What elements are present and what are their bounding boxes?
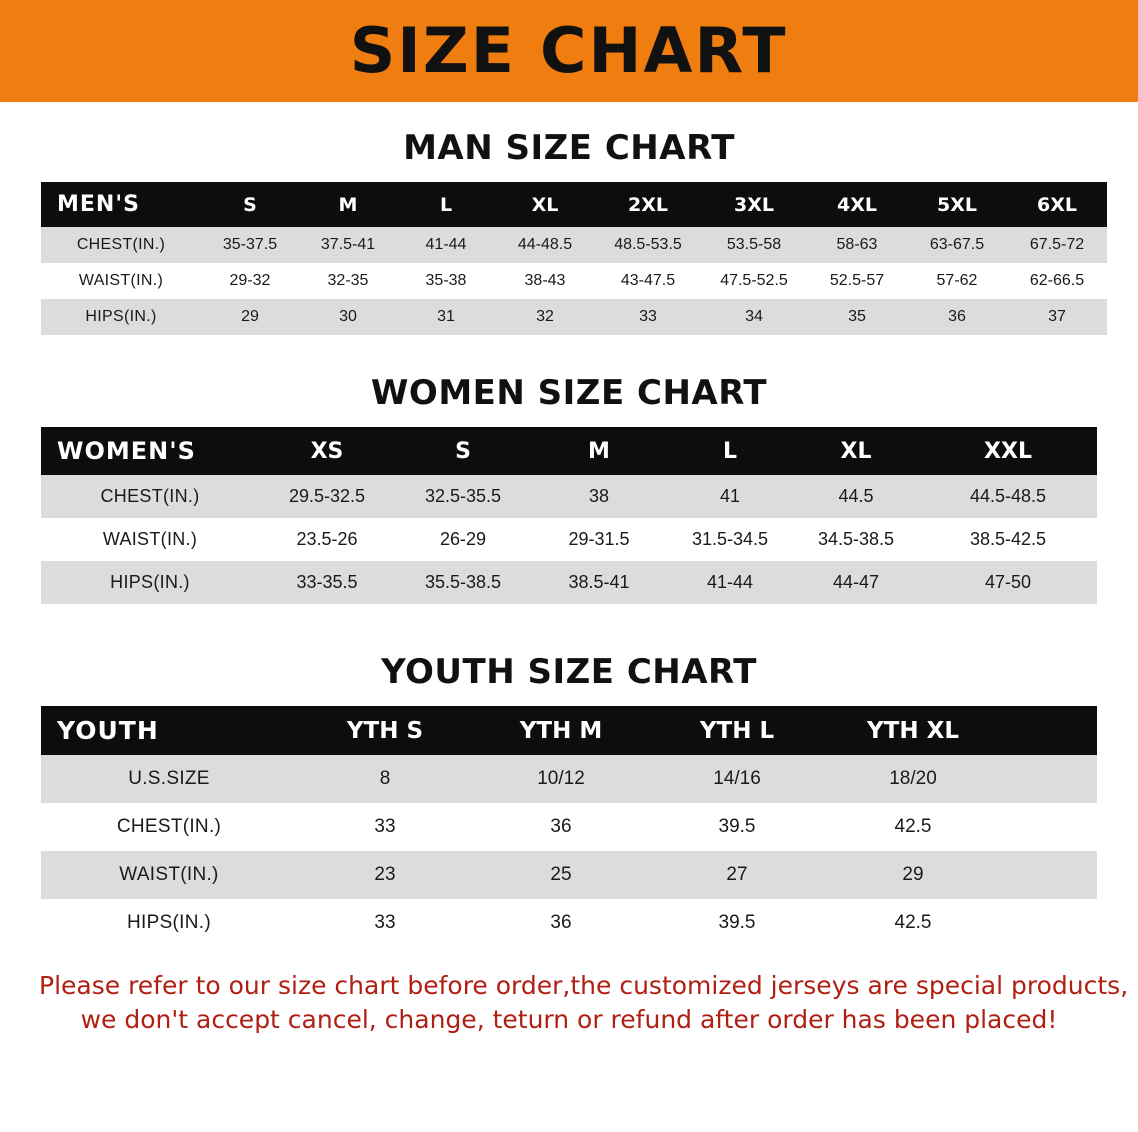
cell: 14/16: [649, 755, 825, 803]
cell: 32-35: [299, 263, 397, 299]
table-row: [41, 851, 1097, 899]
cell: 44-48.5: [495, 227, 595, 263]
cell: 42.5: [825, 803, 1001, 851]
col-header: L: [397, 182, 495, 227]
cell-spacer: [1001, 899, 1097, 947]
table-header-row: [41, 427, 1097, 475]
cell: 32: [495, 299, 595, 335]
cell: 35-37.5: [201, 227, 299, 263]
cell: 38.5-41: [531, 561, 667, 604]
col-header: YTH L: [649, 706, 825, 755]
cell: 39.5: [649, 803, 825, 851]
disclaimer-line-2: we don't accept cancel, change, teturn or refund after order has been placed!: [80, 1004, 1058, 1034]
row-label: CHEST(IN.): [41, 227, 201, 263]
cell: 38: [531, 475, 667, 518]
table-row: [41, 899, 1097, 947]
banner-title: SIZE CHART: [350, 14, 788, 87]
col-header: S: [395, 427, 531, 475]
disclaimer-note: [39, 969, 1129, 1036]
cell: 29-32: [201, 263, 299, 299]
banner: [0, 0, 1138, 102]
col-header: XXL: [919, 427, 1097, 475]
cell: 29: [201, 299, 299, 335]
women-section-title: WOMEN SIZE CHART: [370, 373, 768, 413]
row-label: HIPS(IN.): [41, 299, 201, 335]
cell: 27: [649, 851, 825, 899]
cell: 48.5-53.5: [595, 227, 701, 263]
cell: 33-35.5: [259, 561, 395, 604]
cell: 29: [825, 851, 1001, 899]
table-row: [41, 263, 1107, 299]
col-header: YOUTH: [41, 706, 297, 755]
col-header: S: [201, 182, 299, 227]
cell: 37.5-41: [299, 227, 397, 263]
cell: 37: [1007, 299, 1107, 335]
cell: 33: [297, 899, 473, 947]
cell: 38.5-42.5: [919, 518, 1097, 561]
cell: 10/12: [473, 755, 649, 803]
women-size-table: [41, 427, 1097, 604]
row-label: HIPS(IN.): [41, 899, 297, 947]
man-table-wrapper: [41, 182, 1097, 335]
cell: 57-62: [907, 263, 1007, 299]
col-header: 3XL: [701, 182, 807, 227]
cell: 35-38: [397, 263, 495, 299]
youth-table-wrapper: [41, 706, 1097, 947]
cell: 44.5: [793, 475, 919, 518]
cell: 36: [907, 299, 1007, 335]
row-label: WAIST(IN.): [41, 263, 201, 299]
youth-size-table: [41, 706, 1097, 947]
cell: 47-50: [919, 561, 1097, 604]
cell: 44.5-48.5: [919, 475, 1097, 518]
cell: 23: [297, 851, 473, 899]
disclaimer-line-1: Please refer to our size chart before order,the customized jerseys are special products,: [39, 971, 1129, 1000]
cell: 53.5-58: [701, 227, 807, 263]
table-row: [41, 561, 1097, 604]
man-section-title: MAN SIZE CHART: [403, 128, 735, 168]
cell: 41-44: [397, 227, 495, 263]
row-label: CHEST(IN.): [41, 803, 297, 851]
cell: 63-67.5: [907, 227, 1007, 263]
col-header: XL: [793, 427, 919, 475]
table-row: [41, 227, 1107, 263]
row-label: HIPS(IN.): [41, 561, 259, 604]
cell: 67.5-72: [1007, 227, 1107, 263]
cell: 34: [701, 299, 807, 335]
row-label: WAIST(IN.): [41, 851, 297, 899]
cell: 35.5-38.5: [395, 561, 531, 604]
col-header: YTH S: [297, 706, 473, 755]
cell: 41-44: [667, 561, 793, 604]
col-header: MEN'S: [41, 182, 201, 227]
cell: 8: [297, 755, 473, 803]
cell: 31: [397, 299, 495, 335]
table-row: [41, 803, 1097, 851]
col-header: YTH M: [473, 706, 649, 755]
cell: 44-47: [793, 561, 919, 604]
cell: 31.5-34.5: [667, 518, 793, 561]
cell: 41: [667, 475, 793, 518]
cell-spacer: [1001, 803, 1097, 851]
cell: 29-31.5: [531, 518, 667, 561]
col-header: 5XL: [907, 182, 1007, 227]
cell: 43-47.5: [595, 263, 701, 299]
cell: 23.5-26: [259, 518, 395, 561]
col-header: 2XL: [595, 182, 701, 227]
table-row: [41, 475, 1097, 518]
cell: 52.5-57: [807, 263, 907, 299]
cell: 47.5-52.5: [701, 263, 807, 299]
table-row: [41, 299, 1107, 335]
table-header-row: [41, 706, 1097, 755]
table-row: [41, 755, 1097, 803]
col-header: L: [667, 427, 793, 475]
cell: 18/20: [825, 755, 1001, 803]
col-header-spacer: [1001, 706, 1097, 755]
cell: 58-63: [807, 227, 907, 263]
cell: 42.5: [825, 899, 1001, 947]
col-header: 4XL: [807, 182, 907, 227]
cell: 36: [473, 899, 649, 947]
col-header: YTH XL: [825, 706, 1001, 755]
col-header: XL: [495, 182, 595, 227]
cell: 30: [299, 299, 397, 335]
cell: 34.5-38.5: [793, 518, 919, 561]
col-header: XS: [259, 427, 395, 475]
men-size-table: [41, 182, 1107, 335]
row-label: CHEST(IN.): [41, 475, 259, 518]
cell: 33: [297, 803, 473, 851]
col-header: M: [531, 427, 667, 475]
col-header: WOMEN'S: [41, 427, 259, 475]
col-header: M: [299, 182, 397, 227]
cell: 29.5-32.5: [259, 475, 395, 518]
col-header: 6XL: [1007, 182, 1107, 227]
women-table-wrapper: [41, 427, 1097, 604]
cell: 38-43: [495, 263, 595, 299]
row-label: WAIST(IN.): [41, 518, 259, 561]
cell: 25: [473, 851, 649, 899]
table-header-row: [41, 182, 1107, 227]
row-label: U.S.SIZE: [41, 755, 297, 803]
cell: 35: [807, 299, 907, 335]
cell: 62-66.5: [1007, 263, 1107, 299]
cell: 26-29: [395, 518, 531, 561]
cell: 36: [473, 803, 649, 851]
table-row: [41, 518, 1097, 561]
cell-spacer: [1001, 755, 1097, 803]
cell: 32.5-35.5: [395, 475, 531, 518]
cell-spacer: [1001, 851, 1097, 899]
cell: 39.5: [649, 899, 825, 947]
cell: 33: [595, 299, 701, 335]
youth-section-title: YOUTH SIZE CHART: [381, 652, 757, 692]
